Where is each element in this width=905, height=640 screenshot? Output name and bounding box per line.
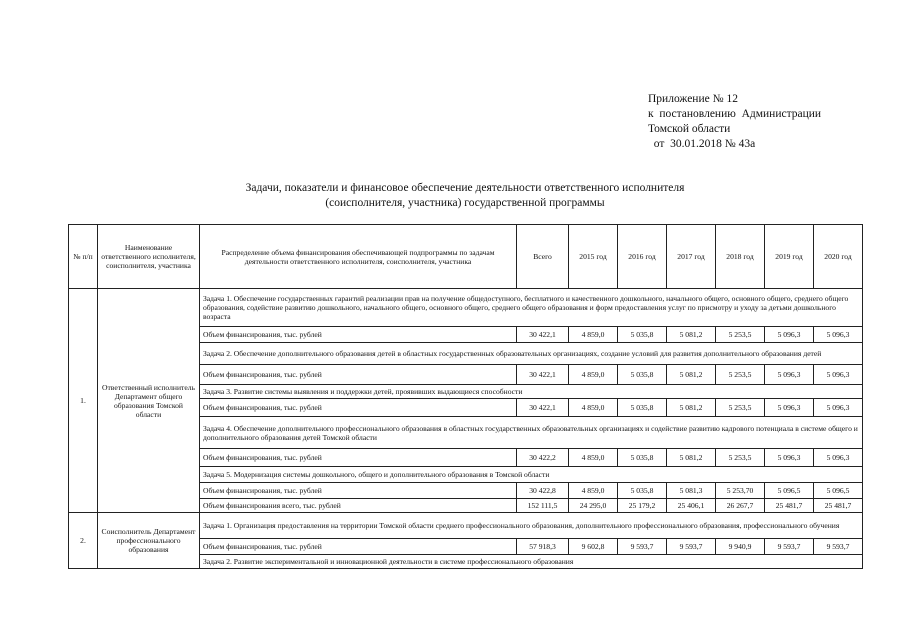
task-row (69, 513, 863, 539)
task-description: Задача 3. Развитие системы выявления и поддержки детей, проявивших выдающиеся способности (200, 385, 863, 399)
financing-value: 5 096,3 (814, 399, 863, 417)
financing-value: 5 081,2 (667, 449, 716, 467)
summary-value: 26 267,7 (716, 499, 765, 513)
appendix-line: к постановлению Администрации (648, 108, 822, 120)
financing-value: 5 081,3 (667, 483, 716, 499)
financing-total: 57 918,3 (517, 539, 569, 555)
financing-value: 4 859,0 (569, 483, 618, 499)
financing-value: 4 859,0 (569, 327, 618, 343)
task-description: Задача 1. Обеспечение государственных гарантий реализации прав на получение общедоступного, бесплатного и качественного дошкольного, начального общего, основного общего, среднего общего образования, содействие развитию дошкольного, начального общего, основного общего, среднего общего образования и форм предоставления услуг по присмотру и уходу за детьми дошкольного возраста (200, 289, 863, 327)
row-number: 2. (69, 513, 98, 569)
financing-total: 30 422,1 (517, 365, 569, 385)
executor-name: Соисполнитель Департамент профессионального образования (98, 513, 200, 569)
header-year: 2020 год (814, 225, 863, 289)
financing-value: 5 096,3 (814, 365, 863, 385)
financing-value: 4 859,0 (569, 399, 618, 417)
title-line: (соисполнителя, участника) государственной программы (325, 197, 605, 209)
financing-value: 5 253,5 (716, 327, 765, 343)
financing-value: 5 081,2 (667, 327, 716, 343)
financing-value: 9 602,8 (569, 539, 618, 555)
financing-value: 5 035,8 (618, 327, 667, 343)
header-year: 2017 год (667, 225, 716, 289)
financing-total: 30 422,2 (517, 449, 569, 467)
summary-label: Объем финансирования всего, тыс. рублей (200, 499, 517, 513)
header-total: Всего (517, 225, 569, 289)
financing-value: 5 096,5 (765, 483, 814, 499)
financing-label: Объем финансирования, тыс. рублей (200, 449, 517, 467)
summary-total: 152 111,5 (517, 499, 569, 513)
financing-label: Объем финансирования, тыс. рублей (200, 327, 517, 343)
financing-value: 9 593,7 (765, 539, 814, 555)
financing-table (68, 224, 863, 569)
summary-value: 25 481,7 (814, 499, 863, 513)
financing-value: 9 593,7 (667, 539, 716, 555)
task-description: Задача 2. Обеспечение дополнительного образования детей в областных государственных образовательных организациях, создание условий для развития дополнительного образования детей (200, 343, 863, 365)
header-year: 2016 год (618, 225, 667, 289)
task-description: Задача 5. Модернизация системы дошкольного, общего и дополнительного образования в Томской области (200, 467, 863, 483)
title-line: Задачи, показатели и финансовое обеспечение деятельности ответственного исполнителя (245, 182, 685, 194)
financing-value: 5 096,3 (814, 327, 863, 343)
task-description: Задача 4. Обеспечение дополнительного профессионального образования в областных государственных образовательных организациях и содействие развитию кадрового потенциала в системе общего и дополнительного образования детей Томской области (200, 417, 863, 449)
financing-value: 5 096,3 (814, 449, 863, 467)
financing-value: 5 096,3 (765, 399, 814, 417)
financing-value: 5 035,8 (618, 449, 667, 467)
financing-value: 5 035,8 (618, 399, 667, 417)
appendix-line: Приложение № 12 (648, 93, 738, 105)
header-num: № п/п (69, 225, 98, 289)
financing-total: 30 422,8 (517, 483, 569, 499)
financing-value: 5 096,5 (814, 483, 863, 499)
financing-label: Объем финансирования, тыс. рублей (200, 483, 517, 499)
financing-value: 5 253,5 (716, 399, 765, 417)
task-description: Задача 2. Развитие экспериментальной и инновационной деятельности в системе профессионального образования (200, 555, 863, 569)
header-executor: Наименование ответственного исполнителя, соисполнителя, участника (98, 225, 200, 289)
financing-value: 9 593,7 (618, 539, 667, 555)
financing-value: 5 096,3 (765, 365, 814, 385)
row-number: 1. (69, 289, 98, 513)
financing-label: Объем финансирования, тыс. рублей (200, 365, 517, 385)
executor-name: Ответственный исполнитель Департамент общего образования Томской области (98, 289, 200, 513)
financing-value: 5 035,8 (618, 365, 667, 385)
financing-value: 4 859,0 (569, 365, 618, 385)
appendix-block (648, 92, 821, 152)
financing-value: 5 096,3 (765, 327, 814, 343)
appendix-line: от 30.01.2018 № 43а (648, 138, 756, 150)
task-row (69, 289, 863, 327)
summary-value: 25 481,7 (765, 499, 814, 513)
financing-value: 5 253,70 (716, 483, 765, 499)
header-year: 2015 год (569, 225, 618, 289)
header-row (69, 225, 863, 289)
header-year: 2019 год (765, 225, 814, 289)
financing-value: 5 081,2 (667, 365, 716, 385)
summary-value: 24 295,0 (569, 499, 618, 513)
financing-value: 9 940,9 (716, 539, 765, 555)
appendix-line: Томской области (648, 123, 731, 135)
financing-total: 30 422,1 (517, 327, 569, 343)
header-distribution: Распределение объема финансирования обеспечивающей подпрограммы по задачам деятельности ответственного исполнителя, соисполнителя, участника (200, 225, 517, 289)
financing-total: 30 422,1 (517, 399, 569, 417)
financing-value: 5 081,2 (667, 399, 716, 417)
financing-value: 9 593,7 (814, 539, 863, 555)
task-description: Задача 1. Организация предоставления на территории Томской области среднего профессионального образования, дополнительного профессионального образования, профессионального обучения (200, 513, 863, 539)
financing-label: Объем финансирования, тыс. рублей (200, 539, 517, 555)
summary-value: 25 179,2 (618, 499, 667, 513)
financing-label: Объем финансирования, тыс. рублей (200, 399, 517, 417)
header-year: 2018 год (716, 225, 765, 289)
summary-value: 25 406,1 (667, 499, 716, 513)
document-title (120, 181, 810, 211)
financing-value: 5 253,5 (716, 365, 765, 385)
financing-value: 5 253,5 (716, 449, 765, 467)
financing-value: 5 035,8 (618, 483, 667, 499)
financing-value: 4 859,0 (569, 449, 618, 467)
financing-value: 5 096,3 (765, 449, 814, 467)
